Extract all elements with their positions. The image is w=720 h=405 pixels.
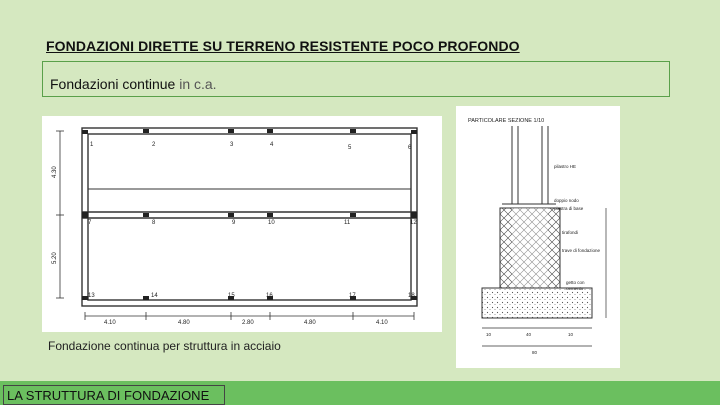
col-num: 1 xyxy=(90,142,94,148)
subtitle xyxy=(50,76,217,92)
col-num: 16 xyxy=(266,293,273,299)
section-dim: 80 xyxy=(532,350,538,355)
span-dim: 4.80 xyxy=(178,320,190,326)
col-num: 10 xyxy=(268,220,275,226)
section-detail-drawing xyxy=(456,106,620,368)
footer-label xyxy=(3,385,225,405)
footer-text: LA STRUTTURA DI FONDAZIONE xyxy=(7,388,210,403)
span-dim: 4.10 xyxy=(376,320,388,326)
section-label: cemento xyxy=(566,286,584,291)
subtitle-main: Fondazioni continue xyxy=(50,76,176,92)
span-dim: 4.10 xyxy=(104,320,116,326)
col-num: 5 xyxy=(348,145,352,151)
col-num: 18 xyxy=(408,293,415,299)
page-title: FONDAZIONI DIRETTE SU TERRENO RESISTENTE POCO PROFONDO xyxy=(46,38,520,54)
section-label: piastra di base xyxy=(554,206,584,211)
col-num: 15 xyxy=(228,293,235,299)
side-dim: 4.30 xyxy=(52,166,58,178)
section-svg xyxy=(456,106,620,368)
col-num: 12 xyxy=(410,220,417,226)
section-label: trave di fondazione xyxy=(562,248,601,253)
col-num: 14 xyxy=(151,293,158,299)
col-num: 2 xyxy=(152,142,156,148)
col-num: 6 xyxy=(408,145,412,151)
section-label: doppio nodo xyxy=(554,198,579,203)
foundation-plan-drawing xyxy=(42,116,442,332)
subtitle-rest: in c.a. xyxy=(175,76,217,92)
col-num: 17 xyxy=(349,293,356,299)
section-label: getto con xyxy=(566,280,585,285)
section-dim: 40 xyxy=(526,332,532,337)
section-label: tirafondi xyxy=(562,230,579,235)
col-num: 11 xyxy=(344,220,351,226)
col-num: 7 xyxy=(88,220,92,226)
section-title: PARTICOLARE SEZIONE 1/10 xyxy=(468,118,545,124)
subtitle-box xyxy=(42,61,670,97)
side-dim: 5.20 xyxy=(52,252,58,264)
span-dim: 4.80 xyxy=(304,320,316,326)
plan-caption: Fondazione continua per struttura in acciaio xyxy=(48,339,281,353)
plan-svg xyxy=(42,116,442,332)
col-num: 13 xyxy=(88,293,95,299)
col-num: 9 xyxy=(232,220,236,226)
col-num: 4 xyxy=(270,142,274,148)
col-num: 8 xyxy=(152,220,156,226)
section-label: pilastro HE xyxy=(554,164,577,169)
footer-bar xyxy=(0,381,720,405)
span-dim: 2.80 xyxy=(242,320,254,326)
col-num: 3 xyxy=(230,142,234,148)
section-dim: 10 xyxy=(568,332,574,337)
section-dim: 10 xyxy=(486,332,492,337)
